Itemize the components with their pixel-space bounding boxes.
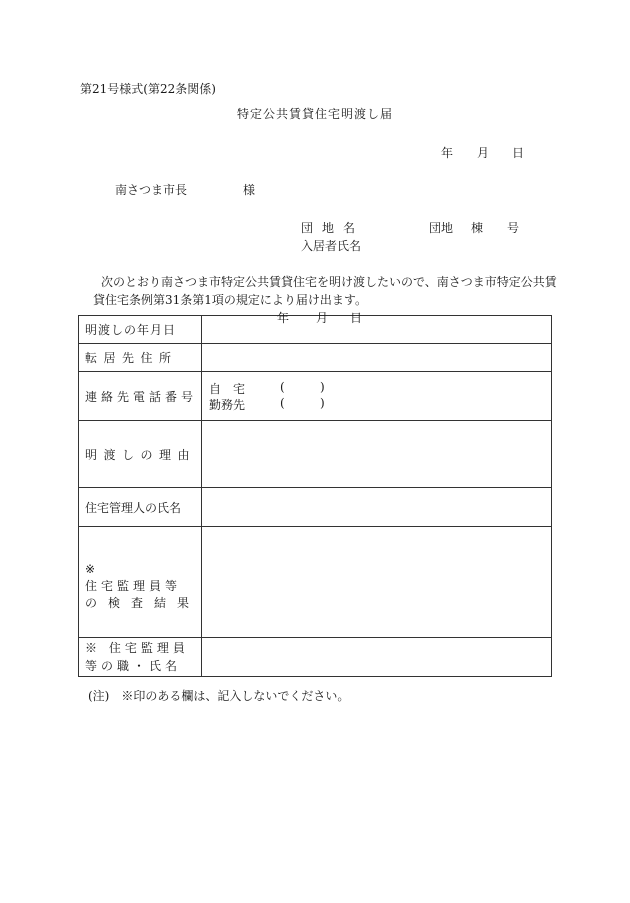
- notification-table: [78, 311, 552, 677]
- danchi-text: 団地: [429, 221, 454, 235]
- work-paren-close: ): [320, 396, 325, 410]
- row-new-address: [79, 344, 552, 372]
- row-inspection-result: [79, 527, 552, 638]
- contact-phone-label-text: 連絡先電話番号: [85, 389, 198, 404]
- row-vacate-date: [79, 316, 552, 344]
- addressee-honorific: 様: [243, 183, 256, 197]
- row-inspector-name: [79, 638, 552, 677]
- date-month-label: 月: [477, 146, 490, 160]
- vacate-day-label: 日: [350, 311, 363, 325]
- resident-name-label: 入居者氏名: [301, 239, 362, 253]
- work-paren-open: (: [280, 396, 285, 410]
- new-address-field[interactable]: [202, 344, 552, 372]
- inspection-result-label: [79, 527, 202, 638]
- intro-line-1: 次のとおり南さつま市特定公共賃貸住宅を明け渡したいので、南さつま市特定公共賃: [101, 275, 557, 289]
- contact-phone-label: [79, 372, 202, 421]
- row-manager-name: [79, 488, 552, 527]
- manager-name-field[interactable]: [202, 488, 552, 527]
- home-paren-close: ): [320, 380, 325, 394]
- inspector-name-field: [202, 638, 552, 677]
- building-number-label: 棟号: [471, 221, 544, 235]
- form-number: 第21号様式(第22条関係): [80, 82, 216, 96]
- manager-name-label: [79, 488, 202, 527]
- new-address-label: [79, 344, 202, 372]
- intro-paragraph: [93, 273, 555, 309]
- inspector-name-label: [79, 638, 202, 677]
- inspection-label-line2: の検査結果: [85, 595, 201, 610]
- danchi-name-label: 団地名: [301, 221, 365, 235]
- vacate-reason-label: [79, 421, 202, 488]
- intro-line-2: 貸住宅条例第31条第1項の規定により届け出ます。: [93, 293, 367, 307]
- vacate-date-label: [79, 316, 202, 344]
- inspection-result-field: [202, 527, 552, 638]
- date-day-label: 日: [512, 146, 525, 160]
- inspector-label-line2: 等の職・氏名: [85, 659, 182, 673]
- row-vacate-reason: [79, 421, 552, 488]
- inspection-mark: ※: [85, 561, 96, 576]
- vacate-reason-label-text: 明渡しの理由: [85, 447, 197, 462]
- vacate-reason-field[interactable]: [202, 421, 552, 488]
- footnote: (注) ※印のある欄は、記入しないでください。: [88, 689, 350, 703]
- contact-phone-field[interactable]: [202, 372, 552, 421]
- addressee-name: 南さつま市長: [115, 183, 188, 197]
- home-paren-open: (: [280, 380, 285, 394]
- vacate-month-label: 月: [316, 311, 329, 325]
- work-phone-label: 勤務先: [209, 398, 246, 412]
- row-contact-phone: [79, 372, 552, 421]
- document-title: 特定公共賃貸住宅明渡し届: [236, 107, 393, 121]
- vacate-date-field[interactable]: [202, 311, 552, 344]
- manager-name-label-text: 住宅管理人の氏名: [85, 500, 182, 515]
- new-address-label-text: 転居先住所: [85, 351, 178, 365]
- vacate-year-label: 年: [277, 311, 290, 325]
- home-phone-label: 自 宅: [209, 382, 246, 396]
- inspection-label-line1: 住宅監理員等: [85, 578, 182, 593]
- date-year-label: 年: [441, 146, 454, 160]
- inspector-label-line1: ※ 住宅監理員: [85, 641, 189, 655]
- vacate-date-label-text: 明渡しの年月日: [85, 323, 177, 337]
